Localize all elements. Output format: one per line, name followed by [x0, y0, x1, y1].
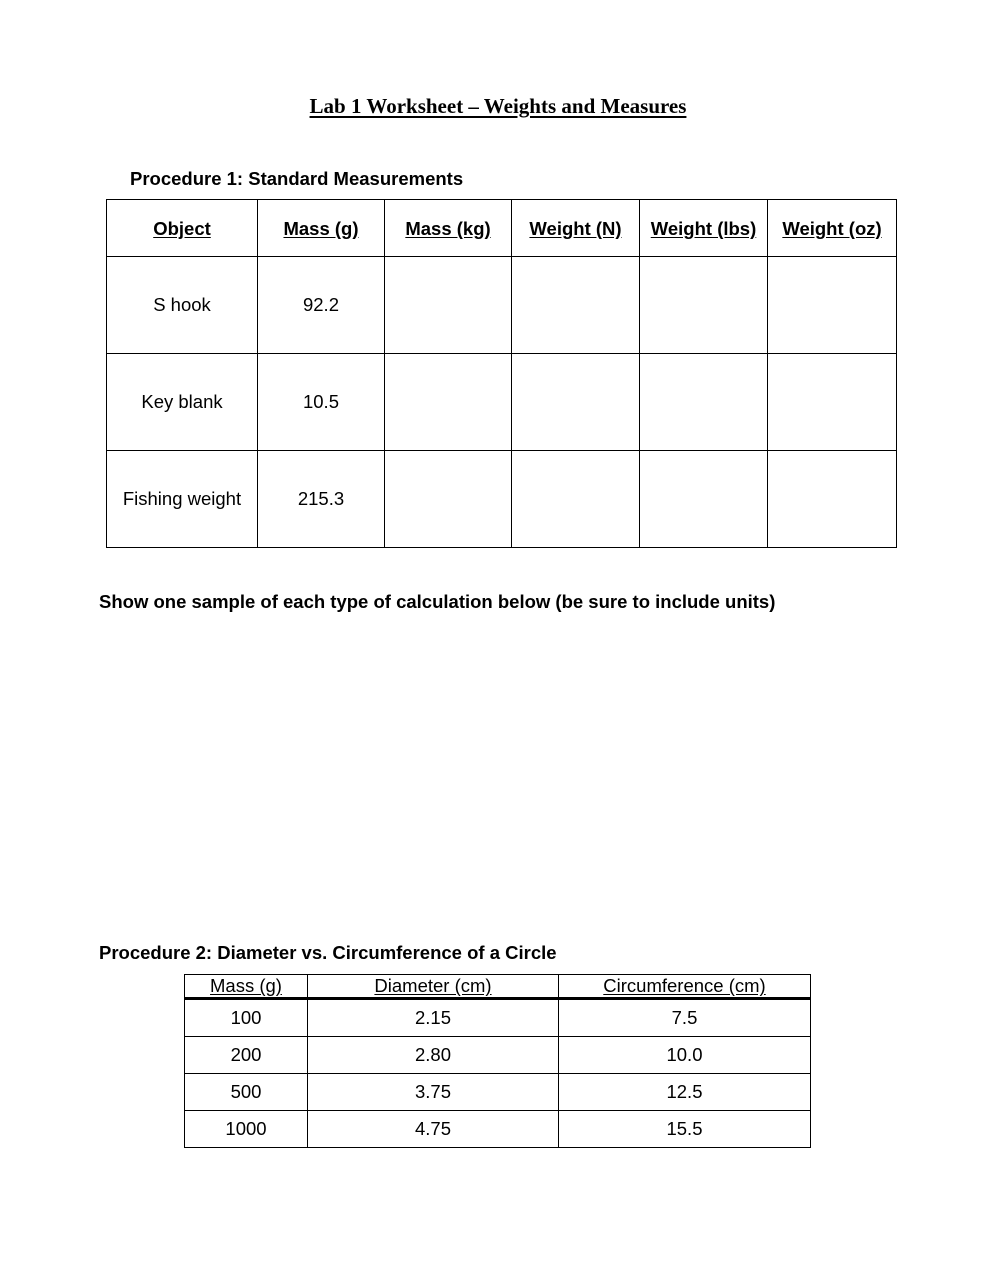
table-header-row: [185, 975, 811, 999]
circumference-cell: 10.0: [559, 1037, 811, 1074]
mass-cell: 100: [185, 999, 308, 1037]
circumference-cell: 15.5: [559, 1111, 811, 1148]
diameter-cell: 4.75: [308, 1111, 559, 1148]
diameter-cell: 2.80: [308, 1037, 559, 1074]
weight-n-cell[interactable]: [512, 257, 640, 354]
object-cell: S hook: [107, 257, 258, 354]
column-header-mass-g: Mass (g): [258, 200, 385, 257]
table-row: [107, 451, 897, 548]
column-header-mass-kg: Mass (kg): [385, 200, 512, 257]
circumference-cell: 12.5: [559, 1074, 811, 1111]
column-header-circumference: Circumference (cm): [559, 975, 811, 999]
mass-cell: 200: [185, 1037, 308, 1074]
standard-measurements-table: [106, 199, 897, 548]
mass-kg-cell[interactable]: [385, 354, 512, 451]
procedure2-heading: Procedure 2: Diameter vs. Circumference of a Circle: [99, 942, 557, 963]
diameter-circumference-table: [184, 974, 811, 1148]
weight-lbs-cell[interactable]: [640, 354, 768, 451]
weight-lbs-cell[interactable]: [640, 451, 768, 548]
weight-oz-cell[interactable]: [768, 354, 897, 451]
column-header-weight-n: Weight (N): [512, 200, 640, 257]
weight-n-cell[interactable]: [512, 354, 640, 451]
weight-n-cell[interactable]: [512, 451, 640, 548]
weight-oz-cell[interactable]: [768, 257, 897, 354]
object-cell: Key blank: [107, 354, 258, 451]
weight-lbs-cell[interactable]: [640, 257, 768, 354]
column-header-diameter: Diameter (cm): [308, 975, 559, 999]
procedure1-heading: Procedure 1: Standard Measurements: [130, 168, 464, 189]
table-row: [185, 999, 811, 1037]
diameter-cell: 3.75: [308, 1074, 559, 1111]
mass-kg-cell[interactable]: [385, 257, 512, 354]
column-header-object: Object: [107, 200, 258, 257]
column-header-mass: Mass (g): [185, 975, 308, 999]
table-row: [107, 257, 897, 354]
table-row: [185, 1074, 811, 1111]
mass-cell: 1000: [185, 1111, 308, 1148]
column-header-weight-oz: Weight (oz): [768, 200, 897, 257]
object-cell: Fishing weight: [107, 451, 258, 548]
circumference-cell: 7.5: [559, 999, 811, 1037]
calculation-instruction: Show one sample of each type of calculation below (be sure to include units): [99, 591, 776, 612]
mass-g-cell: 215.3: [258, 451, 385, 548]
mass-kg-cell[interactable]: [385, 451, 512, 548]
weight-oz-cell[interactable]: [768, 451, 897, 548]
mass-cell: 500: [185, 1074, 308, 1111]
mass-g-cell: 10.5: [258, 354, 385, 451]
mass-g-cell: 92.2: [258, 257, 385, 354]
column-header-weight-lbs: Weight (lbs): [640, 200, 768, 257]
table-row: [185, 1111, 811, 1148]
table-header-row: [107, 200, 897, 257]
worksheet-title: Lab 1 Worksheet – Weights and Measures: [309, 94, 687, 118]
table-row: [107, 354, 897, 451]
table-row: [185, 1037, 811, 1074]
diameter-cell: 2.15: [308, 999, 559, 1037]
